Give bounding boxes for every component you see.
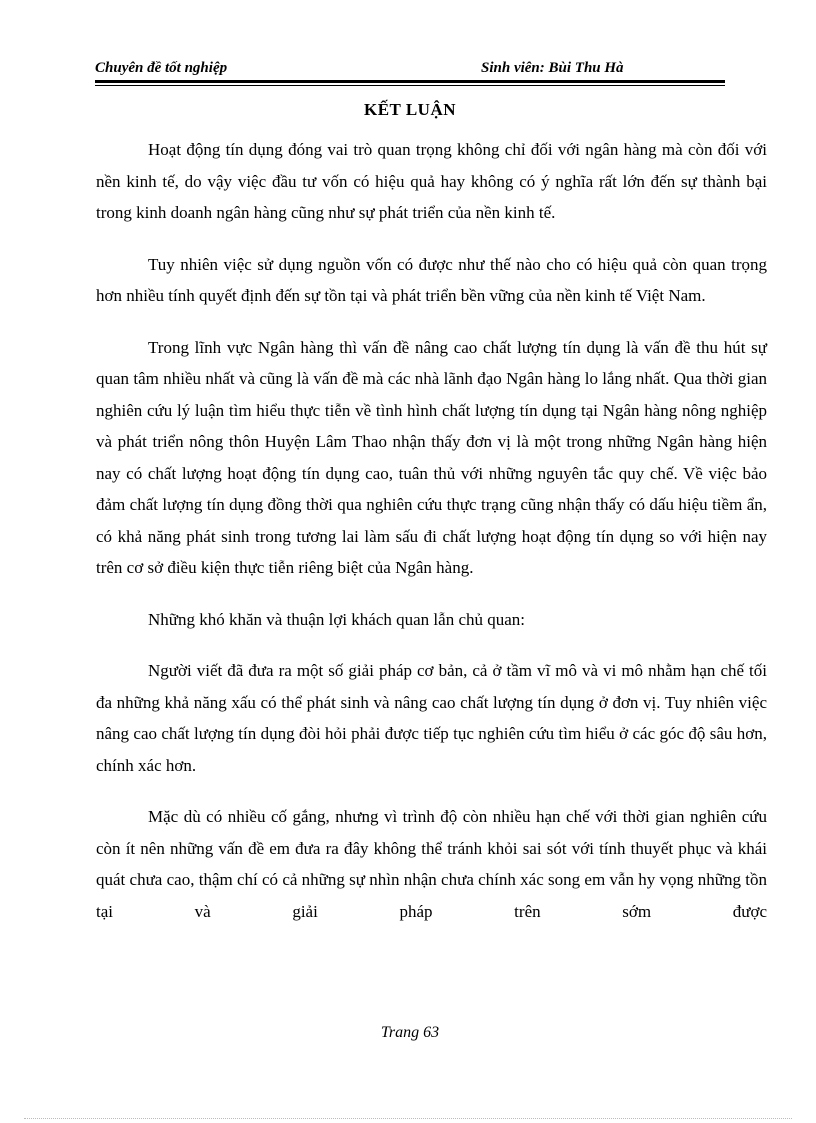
paragraph-2: Tuy nhiên việc sử dụng nguồn vốn có được như thế nào cho có hiệu quả còn quan trọng hơn nhiều tính quyết định đến sự tồn tại và phát triển bền vững của nền kinh tế Việt Nam.: [96, 254, 767, 305]
paragraph-4: Những khó khăn và thuận lợi khách quan lẫn chủ quan:: [148, 609, 526, 629]
header-document-type: Chuyên đề tốt nghiệp: [95, 60, 228, 76]
header-student-name: Sinh viên: Bùi Thu Hà: [481, 60, 624, 76]
page-number: 63: [423, 1024, 440, 1041]
header-rule-thin: [95, 85, 725, 86]
page-number-label: Trang: [380, 1024, 420, 1041]
page-bottom-dotted-rule: [24, 1118, 792, 1119]
header-rule-thick: [95, 80, 725, 83]
paragraph-5: Người viết đã đưa ra một số giải pháp cơ bản, cả ở tầm vĩ mô và vi mô nhằm hạn chế tối đa những khả năng xấu có thể phát sinh và nâng cao chất lượng tín dụng ở đơn vị. Tuy nhiên việc nâng cao chất lượng tín dụng đòi hỏi phải được tiếp tục nghiên cứu tìm hiểu ở các góc độ sâu hơn, chính xác hơn.: [96, 661, 767, 775]
page-title: KẾT LUẬN: [363, 100, 456, 119]
body-text: [96, 134, 767, 927]
paragraph-3: Trong lĩnh vực Ngân hàng thì vấn đề nâng cao chất lượng tín dụng là vấn đề thu hút sự quan tâm nhiều nhất và cũng là vấn đề mà các nhà lãnh đạo Ngân hàng lo lắng nhất. Qua thời gian nghiên cứu lý luận tìm hiểu thực tiễn về tình hình chất lượng tín dụng tại Ngân hàng nông nghiệp và phát triển nông thôn Huyện Lâm Thao nhận thấy đơn vị là một trong những Ngân hàng hiện nay có chất lượng hoạt động tín dụng cao, tuân thủ với những nguyên tắc quy chế. Về việc bảo đảm chất lượng tín dụng đồng thời qua nghiên cứu thực trạng cũng nhận thấy có dấu hiệu tiềm ẩn, có khả năng phát sinh trong tương lai làm sấu đi chất lượng hoạt động tín dụng so với hiện nay trên cơ sở điều kiện thực tiễn riêng biệt của Ngân hàng.: [96, 337, 767, 577]
paragraph-6: Mặc dù có nhiều cố gắng, nhưng vì trình độ còn nhiều hạn chế với thời gian nghiên cứu còn ít nên những vấn đề em đưa ra đây không thể tránh khỏi sai sót với tính thuyết phục và khái quát chưa cao, thậm chí có cả những sự nhìn nhận chưa chính xác song em vẫn hy vọng những tồn tại và giải pháp trên sớm được: [96, 807, 767, 921]
paragraph-1: Hoạt động tín dụng đóng vai trò quan trọng không chỉ đối với ngân hàng mà còn đối với nền kinh tế, do vậy việc đầu tư vốn có hiệu quả hay không có ý nghĩa rất lớn đến sự thành bại trong kinh doanh ngân hàng cũng như sự phát triển của nền kinh tế.: [96, 140, 767, 222]
page-footer: [95, 1024, 725, 1042]
page-header: [95, 60, 725, 80]
